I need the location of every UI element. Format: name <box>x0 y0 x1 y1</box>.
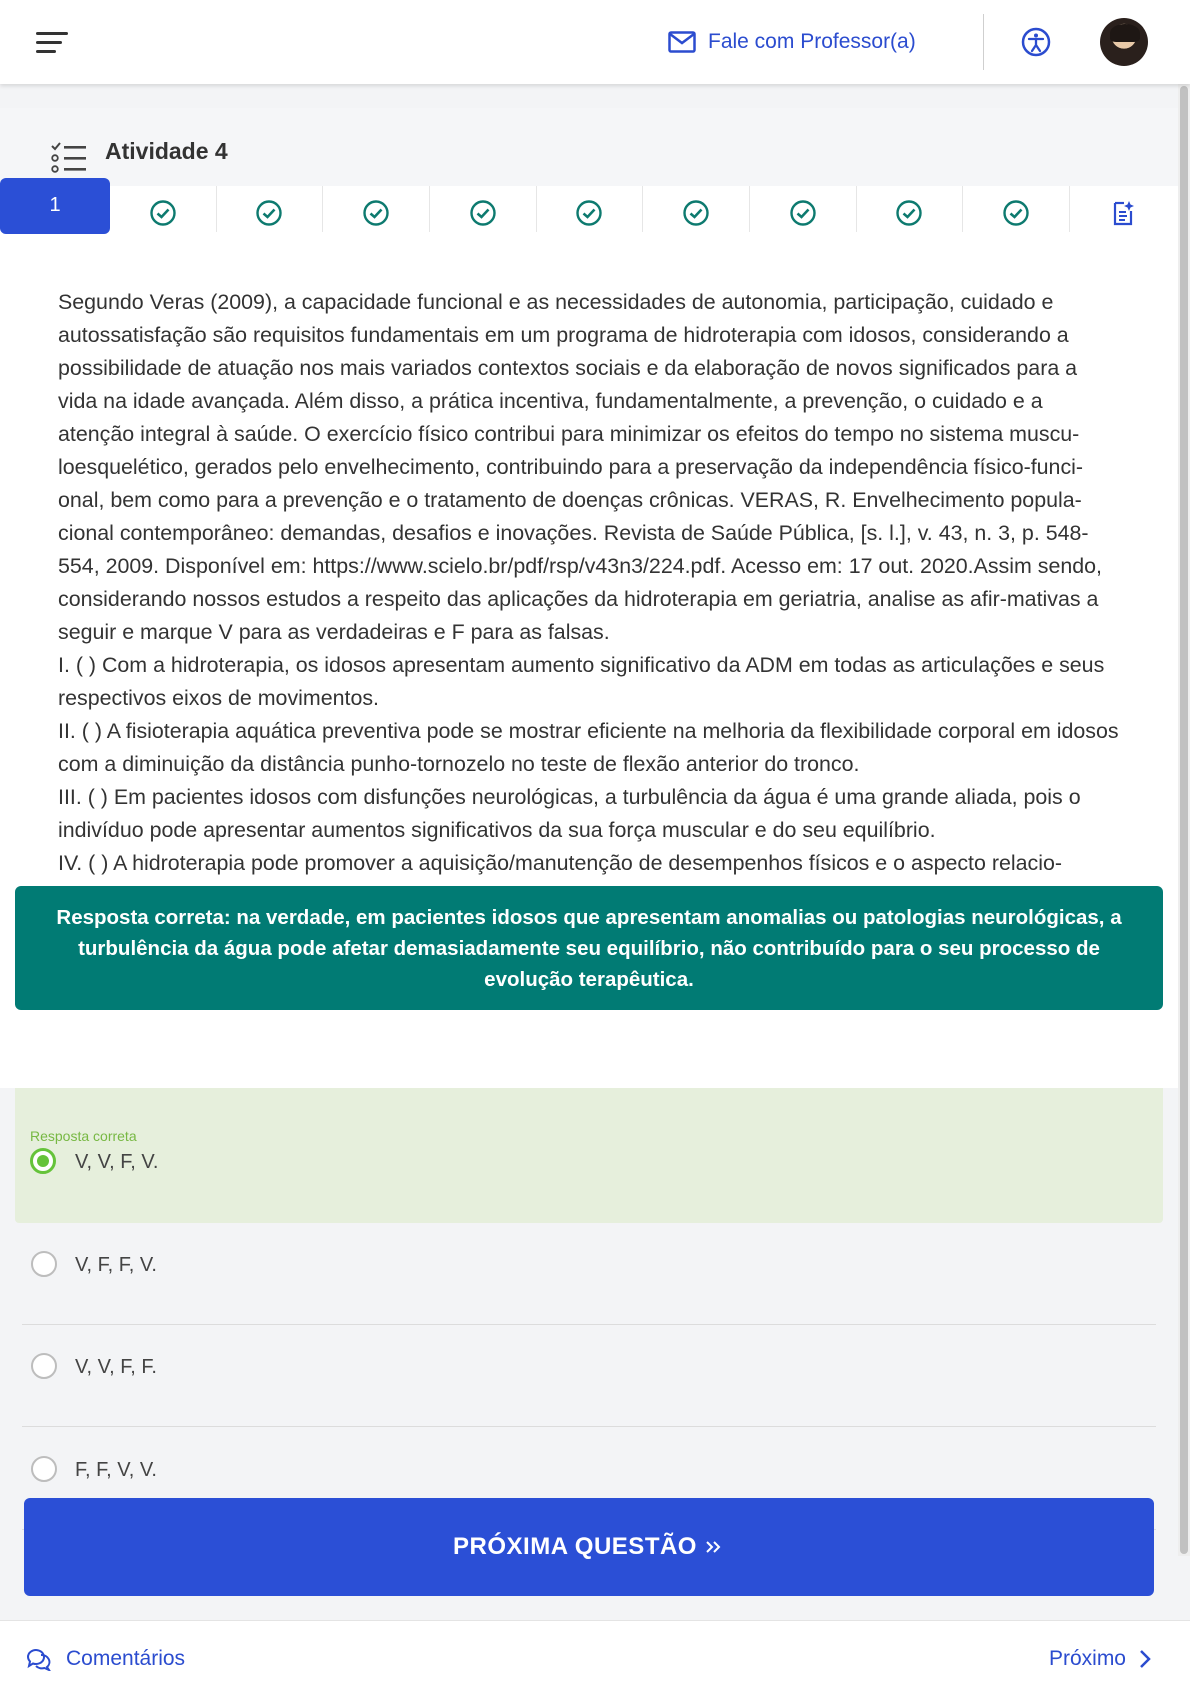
check-circle-icon <box>469 199 497 227</box>
answer-option-2[interactable] <box>22 1223 1156 1325</box>
activity-header <box>0 108 1178 186</box>
user-avatar[interactable] <box>1100 18 1148 66</box>
radio-selected[interactable] <box>30 1148 56 1174</box>
checklist-icon <box>50 141 88 175</box>
radio-unselected[interactable] <box>31 1353 57 1379</box>
statement-iv: IV. ( ) A hidroterapia pode promover a aquisição/manutenção de desempenhos físicos e o aspecto relacio- <box>58 851 1062 875</box>
feedback-text: Resposta correta: na verdade, em pacientes idosos que apresentam anomalias ou patologias neurológicas, a turbulência da água pode afetar demasiadamente seu equilíbrio, não contribuído para o seu processo de evolução terapêutica. <box>56 906 1122 991</box>
header-divider <box>983 14 984 70</box>
comments-link[interactable] <box>26 1647 185 1671</box>
accessibility-icon[interactable] <box>1018 24 1054 60</box>
question-tab-3[interactable] <box>217 186 324 232</box>
scrollbar-thumb[interactable] <box>1180 86 1188 1554</box>
answer-option-1[interactable] <box>15 1088 1163 1223</box>
next-link[interactable] <box>1049 1647 1152 1671</box>
contact-teacher-link[interactable] <box>668 26 916 58</box>
menu-icon[interactable] <box>36 30 70 56</box>
scrollbar[interactable] <box>1178 84 1190 1556</box>
next-link-label: Próximo <box>1048 1647 1126 1670</box>
question-tab-8[interactable] <box>750 186 857 232</box>
double-chevron-right-icon <box>703 1538 725 1556</box>
question-statement: Segundo Veras (2009), a capacidade funcional e as necessidades de autonomia, participação, cuidado e autossatisfação são requisitos fundamentais em um programa de hidroterapia com idosos, considerando a possibilidade de atuação nos mais variados contextos sociais e da elaboração de novos significados para a vida na idade avançada. Além disso, a prática incentiva, fundamentalmente, a prevenção, o cuidado e a atenção integral à saúde. O exercício físico contribui para minimizar os efeitos do tempo no sistema muscu-loesquelético, gerados pelo envelhecimento, contribuindo para a preservação da independência físico-funci-onal, bem como para a prevenção e o tratamento de doenças crônicas. VERAS, R. Envelhecimento popula-cional contemporâneo: demandas, desafios e inovações. Revista de Saúde Pública, [s. l.], v. 43, n. 3, p. 548-554, 2009. Disponível em: https://www.scielo.br/pdf/rsp/v43n3/224.pdf. Acesso em: 17 out. 2020.Assim sendo, considerando nossos estudos a respeito das aplicações da hidroterapia em geriatria, analise as afir-mativas a seguir e marque V para as verdadeiras e F para as falsas. <box>58 290 1102 644</box>
next-question-label: PRÓXIMA QUESTÃO <box>453 1533 697 1560</box>
comments-icon <box>26 1647 52 1671</box>
question-tab-1[interactable] <box>0 178 110 234</box>
activity-card <box>0 108 1178 1481</box>
check-circle-icon <box>682 199 710 227</box>
check-circle-icon <box>789 199 817 227</box>
question-tab-5[interactable] <box>430 186 537 232</box>
question-tab-10[interactable] <box>963 186 1070 232</box>
question-tab-4[interactable] <box>323 186 430 232</box>
current-question-number: 1 <box>49 194 61 216</box>
question-tab-9[interactable] <box>857 186 964 232</box>
check-circle-icon <box>575 199 603 227</box>
next-question-button[interactable] <box>24 1498 1154 1596</box>
radio-unselected[interactable] <box>31 1251 57 1277</box>
statement-iii: III. ( ) Em pacientes idosos com disfunções neurológicas, a turbulência da água é uma grande aliada, pois o indivíduo pode apresentar aumentos significativos da sua força muscular e do seu equilíbrio. <box>58 785 1081 842</box>
question-tab-2[interactable] <box>110 186 217 232</box>
comments-label: Comentários <box>66 1647 186 1670</box>
mail-icon <box>668 31 696 53</box>
chevron-right-icon <box>1138 1648 1152 1670</box>
top-bar <box>0 0 1190 84</box>
check-circle-icon <box>149 199 177 227</box>
statement-ii: II. ( ) A fisioterapia aquática preventiva pode se mostrar eficiente na melhoria da flexibilidade corporal em idosos com a diminuição da distância punho-tornozelo no teste de flexão anterior do tronco. <box>58 719 1119 776</box>
answer-feedback <box>15 886 1163 1010</box>
correct-answer-label: Resposta correta <box>30 1128 137 1144</box>
question-tab-6[interactable] <box>537 186 644 232</box>
check-circle-icon <box>362 199 390 227</box>
check-circle-icon <box>895 199 923 227</box>
answer-text: V, V, F, F. <box>75 1356 157 1378</box>
summary-document-icon <box>1111 199 1137 227</box>
question-navigator <box>0 186 1178 232</box>
question-summary-tab[interactable] <box>1070 186 1178 232</box>
check-circle-icon <box>1002 199 1030 227</box>
question-tab-7[interactable] <box>643 186 750 232</box>
statement-i: I. ( ) Com a hidroterapia, os idosos apresentam aumento significativo da ADM em todas as articulações e seus respectivos eixos de movimentos. <box>58 653 1105 710</box>
question-text <box>58 286 1122 976</box>
radio-unselected[interactable] <box>31 1456 57 1482</box>
contact-teacher-label: Fale com Professor(a) <box>708 30 916 53</box>
answer-text: F, F, V, V. <box>75 1459 157 1481</box>
answer-text: V, F, F, V. <box>75 1254 157 1276</box>
activity-title: Atividade 4 <box>105 138 228 164</box>
bottom-bar <box>0 1620 1190 1684</box>
check-circle-icon <box>255 199 283 227</box>
answer-text: V, V, F, V. <box>75 1151 159 1173</box>
answer-option-3[interactable] <box>22 1325 1156 1427</box>
